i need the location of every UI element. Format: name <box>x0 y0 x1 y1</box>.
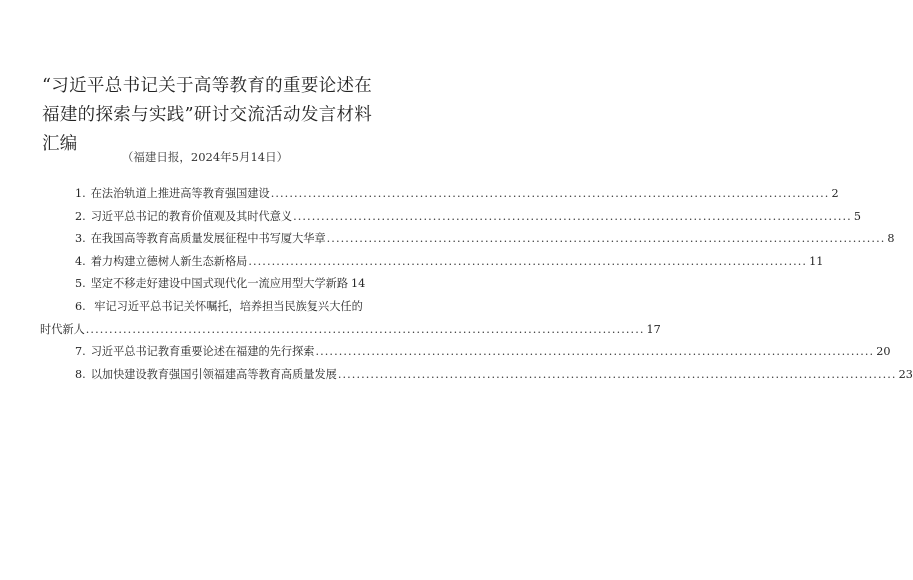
toc-entry-number: 4. <box>75 254 86 268</box>
toc-entry[interactable] <box>40 206 861 229</box>
toc-dot-leader: ........................................................................................................................ <box>248 254 808 268</box>
toc-entry-page: 8 <box>887 232 895 246</box>
toc-entry-title: 牢记习近平总书记关怀嘱托，培养担当民族复兴大任的 <box>94 299 363 313</box>
toc-entry-page: 23 <box>898 367 913 381</box>
toc-entry-number: 7. <box>75 345 86 359</box>
toc-entry-title: 着力构建立德树人新生态新格局 <box>90 254 248 268</box>
toc-entry-number: 3. <box>75 232 86 246</box>
toc-entry-page: 14 <box>351 277 366 291</box>
toc-entry[interactable] <box>40 296 661 341</box>
toc-entry-number: 2. <box>75 209 86 223</box>
toc-entry-number: 8. <box>75 367 86 381</box>
toc-entry-number: 5. <box>75 277 86 291</box>
toc-entry[interactable] <box>40 183 839 206</box>
document-title: “习近平总书记关于高等教育的重要论述在福建的探索与实践”研讨交流活动发言材料汇编 <box>42 76 372 154</box>
toc-dot-leader: ........................................................................................................................ <box>337 367 897 381</box>
toc-dot-leader: ........................................................................................................................ <box>315 345 875 359</box>
toc-entry-page: 11 <box>809 254 824 268</box>
toc-entry-page: 5 <box>853 209 861 223</box>
toc-entry[interactable] <box>40 251 824 274</box>
toc-entry[interactable] <box>40 273 366 296</box>
toc-entry-title: 以加快建设教育强国引领福建高等教育高质量发展 <box>90 367 337 381</box>
toc-entry-title: 坚定不移走好建设中国式现代化一流应用型大学新路 <box>90 277 349 291</box>
toc-entry-number: 1. <box>75 187 86 200</box>
toc-entry-page: 2 <box>831 187 839 200</box>
document-source: （福建日报，2024年5月14日） <box>121 150 289 164</box>
toc-dot-leader: ........................................................................................................................ <box>293 209 852 223</box>
toc-dot-leader: ........................................................................................................................ <box>270 187 830 200</box>
toc-entry-page: 20 <box>876 345 891 359</box>
toc-entry[interactable] <box>40 341 891 364</box>
toc-entry[interactable] <box>40 364 913 387</box>
toc-entry-title: 习近平总书记的教育价值观及其时代意义 <box>90 209 293 223</box>
toc-dot-leader: ........................................................................................................................ <box>85 322 645 336</box>
toc-entry-title: 在法治轨道上推进高等教育强国建设 <box>90 187 270 200</box>
toc-entry-page: 17 <box>646 322 661 336</box>
toc-dot-leader: ........................................................................................................................ <box>326 232 886 246</box>
table-of-contents <box>40 183 913 386</box>
toc-entry-title: 在我国高等教育高质量发展征程中书写厦大华章 <box>90 232 326 246</box>
toc-entry-title: 习近平总书记教育重要论述在福建的先行探索 <box>90 345 315 359</box>
toc-entry-title-continued: 时代新人 <box>40 322 85 336</box>
toc-entry[interactable] <box>40 228 895 251</box>
toc-entry-number: 6. <box>75 299 86 313</box>
